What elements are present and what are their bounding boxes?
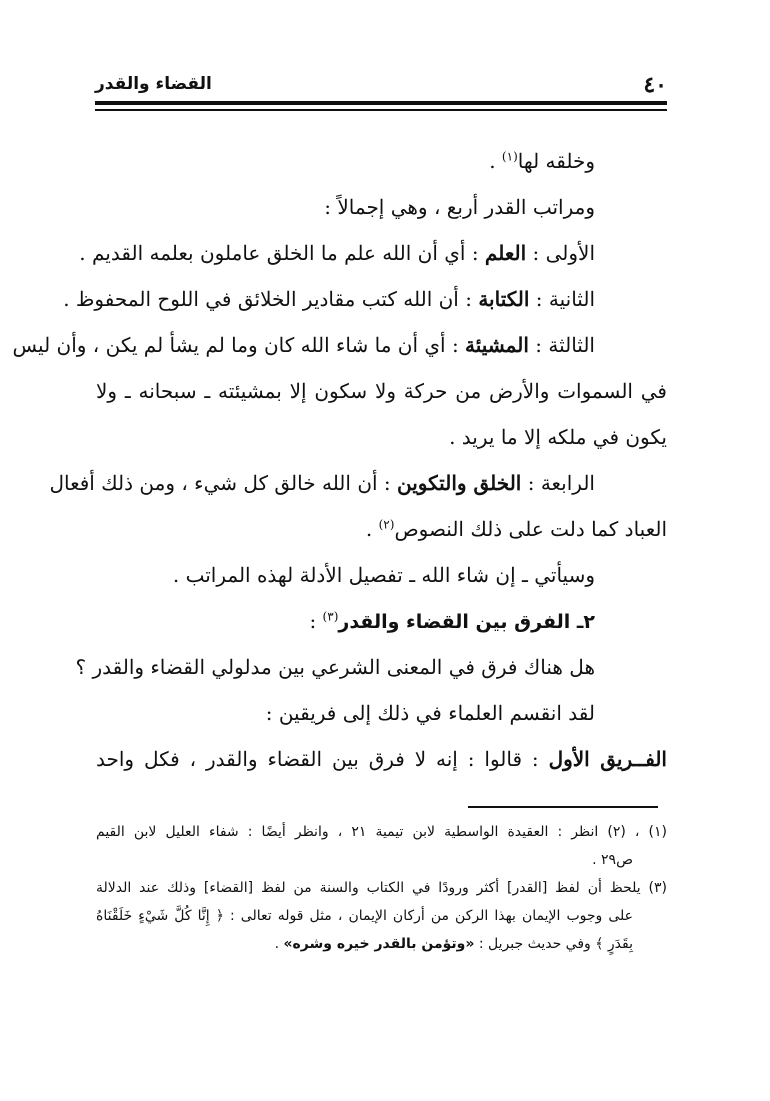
footnote-ref[interactable]: (١) <box>501 149 518 164</box>
footnote-ref[interactable]: (٢) <box>378 517 395 532</box>
page-number: ٤٠ <box>643 72 667 98</box>
text-line: الأولى : العلم : أي أن الله علم ما الخلق عاملون بعلمه القديم . <box>79 241 595 265</box>
page-header <box>95 72 667 98</box>
footnote-ref[interactable]: (٣) <box>322 609 339 624</box>
term-writing: الكتابة <box>478 287 530 311</box>
text-line: وخلقه لها$^{(١)}$ . <box>489 149 595 173</box>
section-heading: ٢ـ الفرق بين القضاء والقدر$^{(٣)}$ : <box>309 609 595 633</box>
text-line: في السموات والأرض من حركة ولا سكون إلا بمشيئته ـ سبحانه ـ ولا <box>96 379 667 403</box>
body-text <box>12 138 667 782</box>
text-line: لقد انقسم العلماء في ذلك إلى فريقين : <box>265 701 595 725</box>
footnote-rule <box>468 806 658 808</box>
text-line: العباد كما دلت على ذلك النصوص$^{(٢)}$ . <box>365 517 667 541</box>
text-line: الرابعة : الخلق والتكوين : أن الله خالق كل شيء ، ومن ذلك أفعال <box>49 471 595 495</box>
footnote-line: على وجوب الإيمان بهذا الركن من أركان الإيمان ، مثل قوله تعالى : ﴿ إِنَّا كُلَّ شَيْءٍ خَلَقْنَاهُ <box>96 908 633 924</box>
text-line: وسيأتي ـ إن شاء الله ـ تفصيل الأدلة لهذه المراتب . <box>172 563 595 587</box>
footnote-line: ص٢٩ . <box>592 852 633 868</box>
header-rule-thin <box>95 109 667 111</box>
footnote-1-2: (١) ، (٢) انظر : العقيدة الواسطية لابن تيمية ٢١ ، وانظر أيضًا : شفاء العليل لابن القيم <box>96 824 667 840</box>
text-line: الفــريق الأول : قالوا : إنه لا فرق بين القضاء والقدر ، فكل واحد <box>96 747 667 771</box>
text-line: هل هناك فرق في المعنى الشرعي بين مدلولي القضاء والقدر ؟ <box>75 655 595 679</box>
header-rule-thick <box>95 101 667 105</box>
term-creation: الخلق والتكوين <box>397 471 522 495</box>
text-line: ومراتب القدر أربع ، وهي إجمالاً : <box>324 195 595 219</box>
text-line: الثانية : الكتابة : أن الله كتب مقادير الخلائق في اللوح المحفوظ . <box>63 287 595 311</box>
term-first-group: الفــريق الأول <box>548 747 667 771</box>
hadith-quote: «وتؤمن بالقدر خيره وشره» <box>283 936 475 952</box>
running-title: القضاء والقدر <box>95 74 212 94</box>
term-knowledge: العلم <box>484 241 527 265</box>
footnote-3: (٣) يلحظ أن لفظ [القدر] أكثر ورودًا في الكتاب والسنة من لفظ [القضاء] وذلك عند الدلالة <box>96 880 667 896</box>
text-line: يكون في ملكه إلا ما يريد . <box>449 425 667 449</box>
footnote-line: بِقَدَرٍ ﴾ وفي حديث جبريل : «وتؤمن بالقدر خيره وشره» . <box>274 936 633 952</box>
text-line: الثالثة : المشيئة : أي أن ما شاء الله كان وما لم يشأ لم يكن ، وأن ليس <box>12 333 595 357</box>
term-will: المشيئة <box>465 333 529 357</box>
footnotes <box>96 818 667 958</box>
